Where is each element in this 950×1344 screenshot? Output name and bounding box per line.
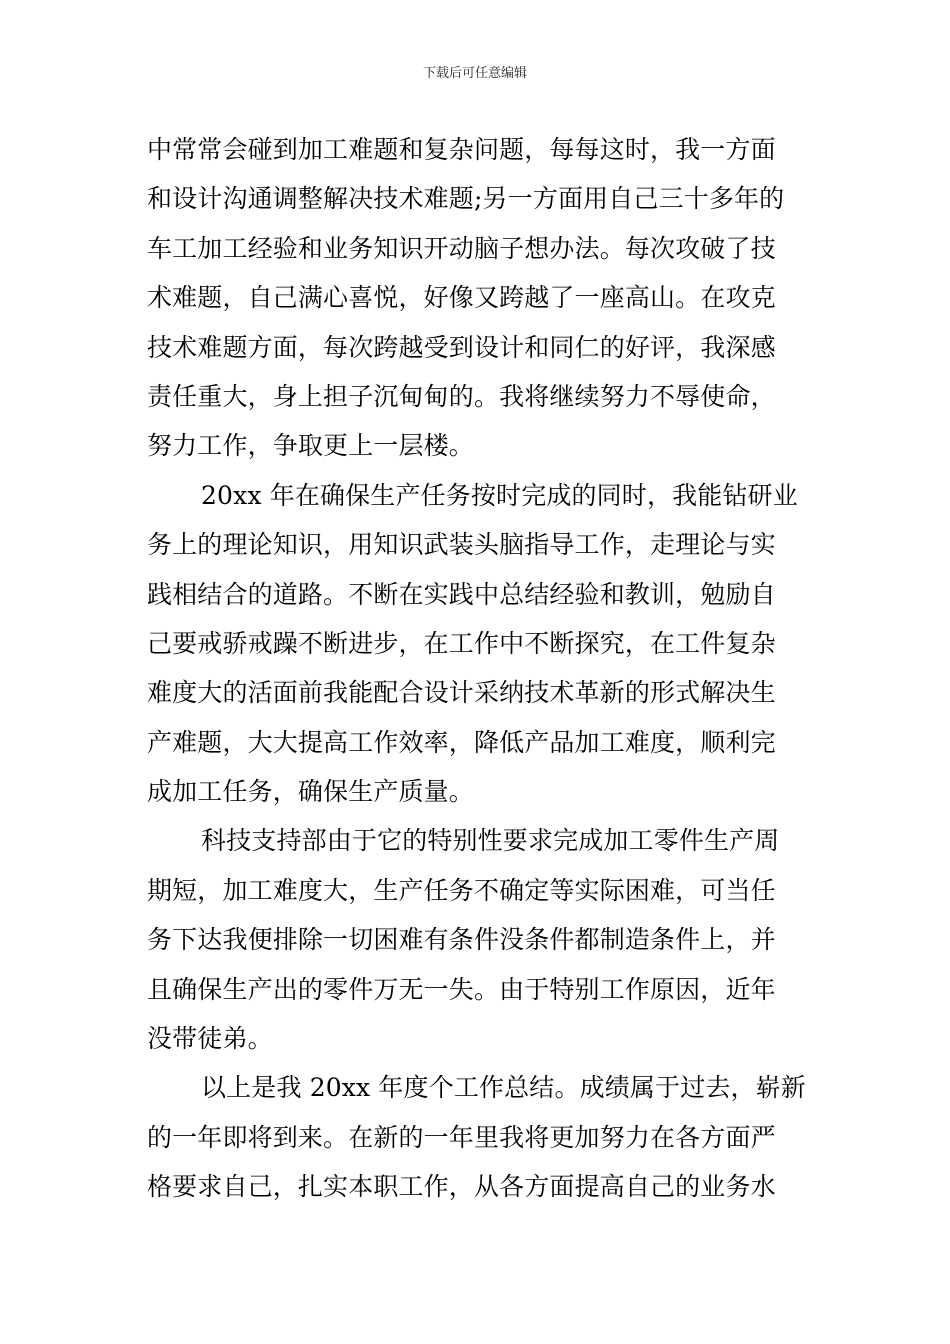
- text-line: 努力工作，争取更上一层楼。: [147, 431, 474, 461]
- text-line: 术难题，自己满心喜悦，好像又跨越了一座高山。在攻克: [147, 283, 776, 313]
- document-body: [147, 125, 807, 1212]
- text-line: 和设计沟通调整解决技术难题;另一方面用自己三十多年的: [147, 184, 785, 214]
- text-line: 践相结合的道路。不断在实践中总结经验和教训，勉励自: [147, 579, 776, 609]
- text-line: 难度大的活面前我能配合设计采纳技术革新的形式解决生: [147, 678, 776, 708]
- text-line: 务下达我便排除一切困难有条件没条件都制造条件上，并: [147, 925, 776, 955]
- text-line: 以上是我 20xx 年度个工作总结。成绩属于过去，崭新: [201, 1073, 806, 1103]
- text-line: 20xx 年在确保生产任务按时完成的同时，我能钻研业: [201, 480, 798, 510]
- text-line: 产难题，大大提高工作效率，降低产品加工难度，顺利完: [147, 727, 776, 757]
- text-line: 责任重大，身上担子沉甸甸的。我将继续努力不辱使命，: [147, 381, 776, 411]
- text-line: 中常常会碰到加工难题和复杂问题，每每这时，我一方面: [147, 135, 776, 164]
- text-line: 科技支持部由于它的特别性要求完成加工零件生产周: [201, 826, 780, 856]
- text-line: 且确保生产出的零件万无一失。由于特别工作原因，近年: [147, 974, 776, 1004]
- text-line: 务上的理论知识，用知识武装头脑指导工作，走理论与实: [147, 530, 776, 560]
- text-line: 车工加工经验和业务知识开动脑子想办法。每次攻破了技: [147, 233, 776, 263]
- text-line: 没带徒弟。: [147, 1024, 273, 1054]
- text-line: 格要求自己，扎实本职工作，从各方面提高自己的业务水: [147, 1172, 776, 1202]
- text-line: 期短，加工难度大，生产任务不确定等实际困难，可当任: [147, 875, 776, 905]
- text-line: 技术难题方面，每次跨越受到设计和同仁的好评，我深感: [147, 332, 776, 362]
- text-line: 成加工任务，确保生产质量。: [147, 777, 474, 807]
- page-header: 下载后可任意编辑: [422, 66, 527, 81]
- text-line: 的一年即将到来。在新的一年里我将更加努力在各方面严: [147, 1122, 776, 1152]
- text-line: 己要戒骄戒躁不断进步，在工作中不断探究，在工件复杂: [147, 628, 776, 658]
